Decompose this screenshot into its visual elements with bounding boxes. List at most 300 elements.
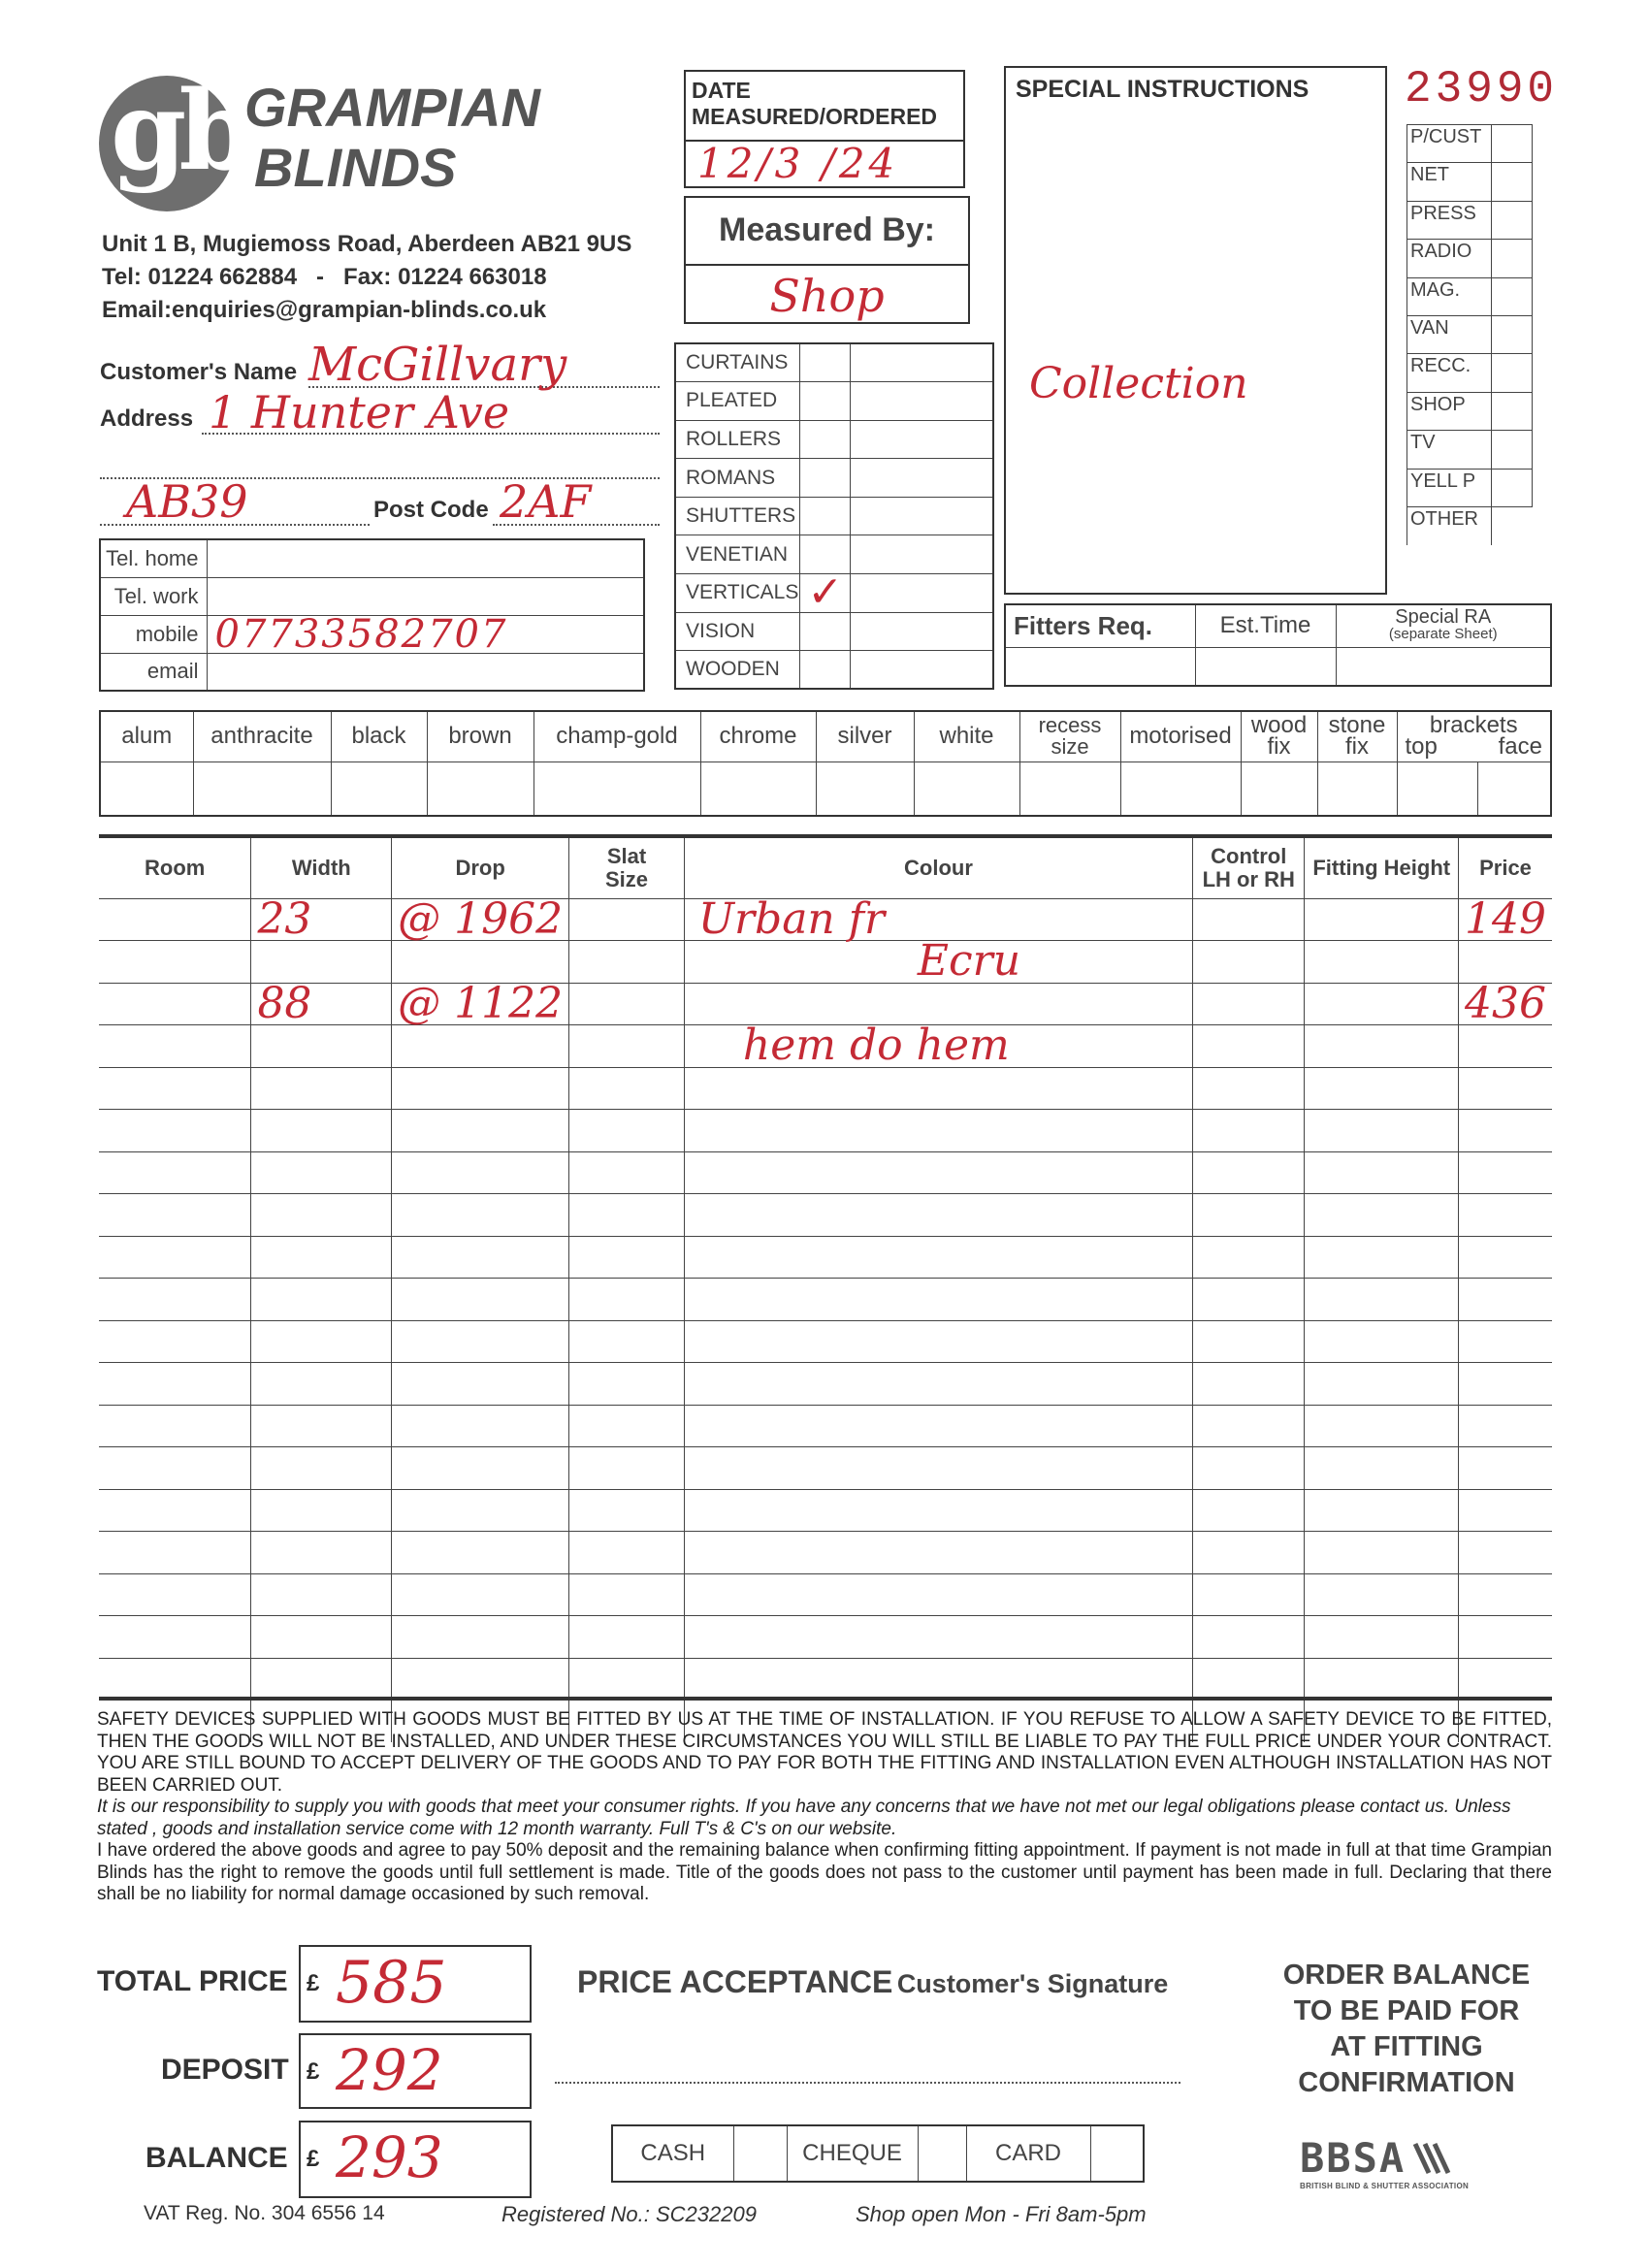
finish-brackets: brackets top face <box>1397 711 1551 761</box>
table-row <box>99 1279 1552 1321</box>
cell-slat[interactable] <box>569 1616 685 1659</box>
source-label: SHOP <box>1407 392 1492 430</box>
cell-drop[interactable] <box>392 1110 569 1152</box>
cell-fitting[interactable] <box>1305 1320 1459 1363</box>
cell-room[interactable] <box>99 1025 251 1068</box>
product-checkbox[interactable] <box>800 420 851 459</box>
cell-colour[interactable]: Urban fr <box>684 898 1192 941</box>
cell-control[interactable] <box>1193 1320 1305 1363</box>
cell-room[interactable] <box>99 1236 251 1279</box>
cell-room[interactable] <box>99 1489 251 1532</box>
product-label: ROLLERS <box>675 420 800 459</box>
cell-width[interactable] <box>251 1025 392 1068</box>
source-checkbox[interactable] <box>1492 277 1533 315</box>
source-label: PRESS <box>1407 201 1492 239</box>
cell-room[interactable] <box>99 983 251 1025</box>
cell-price[interactable] <box>1459 1067 1552 1110</box>
finish-motorised: motorised <box>1120 711 1241 761</box>
table-row <box>99 1110 1552 1152</box>
cell-price[interactable] <box>1459 1363 1552 1406</box>
product-row <box>675 497 993 535</box>
source-label: TV <box>1407 431 1492 469</box>
bbsa-logo <box>1300 2134 1523 2190</box>
table-row <box>99 1194 1552 1237</box>
cell-fitting[interactable] <box>1305 1573 1459 1616</box>
cell-fitting[interactable] <box>1305 1110 1459 1152</box>
cell-room[interactable] <box>99 1447 251 1490</box>
cell-drop[interactable]: @ 1122 <box>392 983 569 1025</box>
payment-cheque-box[interactable] <box>918 2125 966 2182</box>
cell-price[interactable] <box>1459 1447 1552 1490</box>
cell-control[interactable] <box>1193 1363 1305 1406</box>
table-row <box>99 898 1552 941</box>
products-table <box>674 342 994 690</box>
cell-price[interactable] <box>1459 1573 1552 1616</box>
cell-control[interactable] <box>1193 1110 1305 1152</box>
cell-colour[interactable] <box>684 1067 1192 1110</box>
cell-price[interactable] <box>1459 1151 1552 1194</box>
deposit-box: £ 292 <box>299 2033 532 2109</box>
cell-room[interactable] <box>99 941 251 984</box>
product-label: VERTICALS <box>675 574 800 613</box>
deposit-value: 292 <box>336 2037 443 2103</box>
cell-fitting[interactable] <box>1305 1236 1459 1279</box>
source-checkbox[interactable] <box>1492 392 1533 430</box>
cell-control[interactable] <box>1193 1616 1305 1659</box>
cell-control[interactable] <box>1193 1532 1305 1574</box>
source-checkbox[interactable] <box>1492 431 1533 469</box>
cell-fitting[interactable] <box>1305 1616 1459 1659</box>
product-notes[interactable] <box>851 497 993 535</box>
order-number: 23990 <box>1405 64 1559 114</box>
cell-price[interactable] <box>1459 1616 1552 1659</box>
contact-label: email <box>100 653 207 691</box>
cell-width[interactable] <box>251 1489 392 1532</box>
contact-label: Tel. home <box>100 539 207 577</box>
customer-name-value: McGillvary <box>308 338 567 392</box>
payment-cash-label: CASH <box>612 2125 733 2182</box>
company-logo <box>99 68 555 213</box>
cell-slat[interactable] <box>569 1025 685 1068</box>
cell-drop[interactable] <box>392 941 569 984</box>
finish-white: white <box>914 711 1019 761</box>
bracket-top: top <box>1405 733 1438 761</box>
cell-colour[interactable] <box>684 1658 1192 1701</box>
cell-fitting[interactable] <box>1305 983 1459 1025</box>
contact-label: Tel. work <box>100 577 207 615</box>
cell-width[interactable] <box>251 1532 392 1574</box>
table-row <box>99 1573 1552 1616</box>
cell-slat[interactable] <box>569 1151 685 1194</box>
product-notes[interactable] <box>851 343 993 382</box>
cell-slat[interactable] <box>569 983 685 1025</box>
cell-width[interactable]: 88 <box>251 983 392 1025</box>
cell-width[interactable] <box>251 1236 392 1279</box>
cell-slat[interactable] <box>569 1447 685 1490</box>
finish-wood-fix: wood fix <box>1241 711 1317 761</box>
source-label: VAN <box>1407 315 1492 353</box>
product-checkbox[interactable] <box>800 651 851 690</box>
product-label: SHUTTERS <box>675 497 800 535</box>
col-slat-size: Slat Size <box>569 838 685 898</box>
source-row <box>1407 469 1533 506</box>
cell-drop[interactable] <box>392 1489 569 1532</box>
cell-width[interactable] <box>251 1363 392 1406</box>
order-table <box>99 838 1552 1742</box>
product-notes[interactable] <box>851 535 993 574</box>
col-price: Price <box>1479 855 1532 880</box>
table-row <box>99 941 1552 984</box>
contact-row <box>100 615 644 653</box>
cell-slat[interactable] <box>569 1405 685 1447</box>
special-ra: Special RA (separate Sheet) <box>1336 604 1551 647</box>
cell-control[interactable] <box>1193 1658 1305 1701</box>
payment-cash-box[interactable] <box>733 2125 787 2182</box>
product-notes[interactable] <box>851 651 993 690</box>
cell-width[interactable] <box>251 1320 392 1363</box>
cell-drop[interactable] <box>392 1405 569 1447</box>
cell-fitting[interactable] <box>1305 1067 1459 1110</box>
cell-colour[interactable] <box>684 1532 1192 1574</box>
product-checkbox[interactable] <box>800 343 851 382</box>
est-time-label: Est.Time <box>1195 604 1336 647</box>
table-row <box>99 1320 1552 1363</box>
cell-slat[interactable] <box>569 941 685 984</box>
company-name-line1: GRAMPIAN <box>244 77 540 138</box>
measured-by-label: Measured By: <box>719 211 935 248</box>
cell-slat[interactable] <box>569 1320 685 1363</box>
product-notes[interactable] <box>851 612 993 651</box>
cell-room[interactable] <box>99 1532 251 1574</box>
source-label: RADIO <box>1407 240 1492 277</box>
product-checkbox[interactable] <box>800 382 851 421</box>
address-line3: AB39 <box>126 475 248 528</box>
cell-drop[interactable] <box>392 1447 569 1490</box>
cell-control[interactable] <box>1193 1447 1305 1490</box>
cell-control[interactable] <box>1193 1489 1305 1532</box>
cell-slat[interactable] <box>569 1067 685 1110</box>
fitters-label: Fitters Req. <box>1005 604 1195 647</box>
cell-fitting[interactable] <box>1305 1658 1459 1701</box>
cell-slat[interactable] <box>569 1279 685 1321</box>
cell-width[interactable] <box>251 941 392 984</box>
product-notes[interactable] <box>851 574 993 613</box>
company-name-line2: BLINDS <box>254 137 457 198</box>
product-checkbox[interactable] <box>800 497 851 535</box>
product-row <box>675 574 993 613</box>
contacts-table <box>99 538 645 692</box>
contact-value[interactable] <box>207 539 644 577</box>
cell-drop[interactable]: @ 1962 <box>392 898 569 941</box>
product-label: VISION <box>675 612 800 651</box>
cell-width[interactable] <box>251 1405 392 1447</box>
cell-colour[interactable] <box>684 1110 1192 1152</box>
source-label: OTHER <box>1407 506 1492 544</box>
col-control: Control LH or RH <box>1193 838 1305 898</box>
finish-brown: brown <box>427 711 534 761</box>
cell-drop[interactable] <box>392 1236 569 1279</box>
cell-slat[interactable] <box>569 1532 685 1574</box>
cell-slat[interactable] <box>569 1658 685 1701</box>
table-row <box>99 1236 1552 1279</box>
payment-card-label: CARD <box>966 2125 1090 2182</box>
cell-drop[interactable] <box>392 1279 569 1321</box>
cell-room[interactable] <box>99 1067 251 1110</box>
source-row <box>1407 201 1533 239</box>
cell-control[interactable] <box>1193 1573 1305 1616</box>
finish-black: black <box>331 711 427 761</box>
table-row <box>99 1025 1552 1068</box>
cell-colour[interactable] <box>684 1279 1192 1321</box>
cell-width[interactable] <box>251 1616 392 1659</box>
address-value: 1 Hunter Ave <box>209 386 510 438</box>
cell-fitting[interactable] <box>1305 1447 1459 1490</box>
cell-control[interactable] <box>1193 941 1305 984</box>
table-row <box>99 1489 1552 1532</box>
cell-colour[interactable] <box>684 1489 1192 1532</box>
product-notes[interactable] <box>851 382 993 421</box>
product-notes[interactable] <box>851 459 993 498</box>
cell-drop[interactable] <box>392 1363 569 1406</box>
contact-value[interactable] <box>207 653 644 691</box>
product-row <box>675 651 993 690</box>
col-drop: Drop <box>392 838 569 898</box>
company-address: Unit 1 B, Mugiemoss Road, Aberdeen AB21 9US <box>102 231 632 257</box>
col-room: Room <box>99 838 251 898</box>
contact-row <box>100 577 644 615</box>
source-checkbox[interactable] <box>1492 163 1533 201</box>
cell-price[interactable] <box>1459 1658 1552 1701</box>
cell-price[interactable]: 149 <box>1459 898 1552 941</box>
cell-slat[interactable] <box>569 1489 685 1532</box>
cell-slat[interactable] <box>569 1194 685 1237</box>
col-colour: Colour <box>684 838 1192 898</box>
source-checkbox[interactable] <box>1492 354 1533 392</box>
cell-room[interactable] <box>99 1658 251 1701</box>
product-row <box>675 343 993 382</box>
finish-alum: alum <box>100 711 193 761</box>
payment-method-table <box>611 2124 1145 2183</box>
cell-colour[interactable] <box>684 1573 1192 1616</box>
cell-width[interactable] <box>251 1573 392 1616</box>
cell-colour[interactable] <box>684 1236 1192 1279</box>
product-row <box>675 459 993 498</box>
cell-price[interactable] <box>1459 1110 1552 1152</box>
cell-width[interactable] <box>251 1447 392 1490</box>
cell-control[interactable] <box>1193 1236 1305 1279</box>
cell-colour[interactable]: hem do hem <box>684 1025 1192 1068</box>
cell-room[interactable] <box>99 1573 251 1616</box>
source-label: P/CUST <box>1407 125 1492 163</box>
source-row <box>1407 392 1533 430</box>
cell-drop[interactable] <box>392 1025 569 1068</box>
finish-stone-fix: stone fix <box>1317 711 1397 761</box>
cell-colour[interactable] <box>684 1405 1192 1447</box>
product-label: PLEATED <box>675 382 800 421</box>
contact-value[interactable]: 07733582707 <box>207 615 644 653</box>
company-email: Email:enquiries@grampian-blinds.co.uk <box>102 297 547 323</box>
cell-room[interactable] <box>99 1616 251 1659</box>
source-checkbox[interactable] <box>1492 315 1533 353</box>
cell-price[interactable] <box>1459 1532 1552 1574</box>
cell-colour[interactable] <box>684 1363 1192 1406</box>
cell-fitting[interactable] <box>1305 898 1459 941</box>
cell-slat[interactable] <box>569 1110 685 1152</box>
product-row <box>675 382 993 421</box>
cell-width[interactable] <box>251 1067 392 1110</box>
source-label: YELL P <box>1407 469 1492 506</box>
cell-colour[interactable] <box>684 1194 1192 1237</box>
cell-fitting[interactable] <box>1305 1532 1459 1574</box>
cell-drop[interactable] <box>392 1658 569 1701</box>
source-row <box>1407 240 1533 277</box>
cell-price[interactable] <box>1459 1279 1552 1321</box>
measured-by-box <box>684 196 970 324</box>
source-checkbox[interactable] <box>1492 125 1533 163</box>
date-box <box>684 70 965 188</box>
cell-width[interactable]: 23 <box>251 898 392 941</box>
cell-control[interactable] <box>1193 1279 1305 1321</box>
product-checkbox[interactable]: ✓ <box>800 574 851 613</box>
payment-card-box[interactable] <box>1090 2125 1144 2182</box>
bracket-face: face <box>1498 733 1542 761</box>
cell-room[interactable] <box>99 1279 251 1321</box>
source-checkbox[interactable] <box>1492 506 1533 544</box>
product-label: VENETIAN <box>675 535 800 574</box>
cell-control[interactable] <box>1193 1025 1305 1068</box>
signature-line <box>555 2082 1180 2084</box>
cell-room[interactable] <box>99 1363 251 1406</box>
cell-room[interactable] <box>99 1110 251 1152</box>
cell-price[interactable]: 436 <box>1459 983 1552 1025</box>
cell-width[interactable] <box>251 1279 392 1321</box>
cell-fitting[interactable] <box>1305 1025 1459 1068</box>
product-label: WOODEN <box>675 651 800 690</box>
deposit-label: DEPOSIT <box>161 2054 289 2086</box>
product-row <box>675 612 993 651</box>
shop-hours: Shop open Mon - Fri 8am-5pm <box>856 2202 1147 2226</box>
cell-price[interactable] <box>1459 1320 1552 1363</box>
cell-slat[interactable] <box>569 1573 685 1616</box>
cell-control[interactable] <box>1193 898 1305 941</box>
source-checkbox[interactable] <box>1492 240 1533 277</box>
cell-fitting[interactable] <box>1305 1279 1459 1321</box>
finish-silver: silver <box>816 711 914 761</box>
source-row <box>1407 163 1533 201</box>
cell-room[interactable] <box>99 1405 251 1447</box>
cell-drop[interactable] <box>392 1320 569 1363</box>
cell-control[interactable] <box>1193 1067 1305 1110</box>
special-instructions-value: Collection <box>1029 359 1248 408</box>
table-row <box>99 983 1552 1025</box>
cell-width[interactable] <box>251 1194 392 1237</box>
cell-control[interactable] <box>1193 1194 1305 1237</box>
cell-colour[interactable] <box>684 1320 1192 1363</box>
cell-colour[interactable] <box>684 1616 1192 1659</box>
finish-recess-size: recess size <box>1019 711 1120 761</box>
company-tel-fax: Tel: 01224 662884 - Fax: 01224 663018 <box>102 264 547 290</box>
finish-anthracite: anthracite <box>193 711 331 761</box>
contact-value[interactable] <box>207 577 644 615</box>
customer-name-label: Customer's Name <box>100 359 298 385</box>
cell-slat[interactable] <box>569 1363 685 1406</box>
product-notes[interactable] <box>851 420 993 459</box>
order-balance-notice: ORDER BALANCE TO BE PAID FOR AT FITTING CONFIRMATION <box>1282 1960 1531 2098</box>
cell-colour[interactable] <box>684 983 1192 1025</box>
cell-drop[interactable] <box>392 1151 569 1194</box>
cell-fitting[interactable] <box>1305 1405 1459 1447</box>
balance-value: 293 <box>336 2124 443 2190</box>
cell-room[interactable] <box>99 898 251 941</box>
balance-box: £ 293 <box>299 2121 532 2198</box>
cell-drop[interactable] <box>392 1067 569 1110</box>
cell-width[interactable] <box>251 1110 392 1152</box>
source-row <box>1407 277 1533 315</box>
cell-price[interactable] <box>1459 1025 1552 1068</box>
cell-fitting[interactable] <box>1305 941 1459 984</box>
payment-cheque-label: CHEQUE <box>787 2125 918 2182</box>
source-row <box>1407 431 1533 469</box>
product-checkbox[interactable] <box>800 612 851 651</box>
source-list <box>1406 124 1533 545</box>
cell-fitting[interactable] <box>1305 1151 1459 1194</box>
cell-price[interactable] <box>1459 1194 1552 1237</box>
cell-control[interactable] <box>1193 1151 1305 1194</box>
cell-room[interactable] <box>99 1151 251 1194</box>
cell-colour[interactable]: Ecru <box>684 941 1192 984</box>
cell-width[interactable] <box>251 1658 392 1701</box>
terms <box>97 1709 1552 1906</box>
cell-colour[interactable] <box>684 1151 1192 1194</box>
cell-fitting[interactable] <box>1305 1363 1459 1406</box>
product-row <box>675 420 993 459</box>
cell-drop[interactable] <box>392 1616 569 1659</box>
cell-fitting[interactable] <box>1305 1194 1459 1237</box>
cell-slat[interactable] <box>569 1236 685 1279</box>
cell-control[interactable] <box>1193 1405 1305 1447</box>
cell-room[interactable] <box>99 1320 251 1363</box>
source-checkbox[interactable] <box>1492 201 1533 239</box>
cell-room[interactable] <box>99 1194 251 1237</box>
source-label: NET <box>1407 163 1492 201</box>
source-checkbox[interactable] <box>1492 469 1533 506</box>
cell-slat[interactable] <box>569 898 685 941</box>
cell-price[interactable] <box>1459 1489 1552 1532</box>
total-price-value: 585 <box>336 1949 447 2017</box>
cell-fitting[interactable] <box>1305 1489 1459 1532</box>
terms-safety: SAFETY DEVICES SUPPLIED WITH GOODS MUST BE FITTED BY US AT THE TIME OF INSTALLATION. IF YOU REFUSE TO ALLOW A SAFETY DEVICE TO BE FITTED, THEN THE GOODS WILL NOT BE INSTALLED, AND UNDER THESE CIRCUMSTANCES YOU WILL STILL BE LIABLE TO PAY THE FULL PRICE UNDER YOUR CONTRACT. YOU ARE STILL BOUND TO ACCEPT DELIVERY OF THE GOODS AND TO PAY FOR BOTH THE FITTING AND INSTALLATION EVEN ALTHOUGH INSTALLATION HAS NOT BEEN CARRIED OUT. <box>97 1709 1552 1796</box>
cell-drop[interactable] <box>392 1532 569 1574</box>
bbsa-mark: BBSA <box>1300 2134 1523 2182</box>
contact-label: mobile <box>100 615 207 653</box>
source-label: MAG. <box>1407 277 1492 315</box>
cell-drop[interactable] <box>392 1194 569 1237</box>
table-row <box>99 1658 1552 1701</box>
price-acceptance: PRICE ACCEPTANCE Customer's Signature <box>577 1964 1169 1999</box>
cell-colour[interactable] <box>684 1447 1192 1490</box>
terms-payment: I have ordered the above goods and agree to pay 50% deposit and the remaining balance when confirming fitting appointment. If payment is not made in full at that time Grampian Blinds has the right to remove the goods until full settlement is made. Title of the goods does not pass to the customer until payment has been made in full. Declaring that there shall be no liability for normal damage occasioned by such removal. <box>97 1840 1552 1904</box>
cell-price[interactable] <box>1459 1236 1552 1279</box>
total-price-box: £ 585 <box>299 1945 532 2023</box>
cell-drop[interactable] <box>392 1573 569 1616</box>
cell-control[interactable] <box>1193 983 1305 1025</box>
product-checkbox[interactable] <box>800 459 851 498</box>
cell-width[interactable] <box>251 1151 392 1194</box>
vat-number: VAT Reg. No. 304 6556 14 <box>144 2202 385 2224</box>
cell-price[interactable] <box>1459 1405 1552 1447</box>
cell-price[interactable] <box>1459 941 1552 984</box>
product-label: ROMANS <box>675 459 800 498</box>
